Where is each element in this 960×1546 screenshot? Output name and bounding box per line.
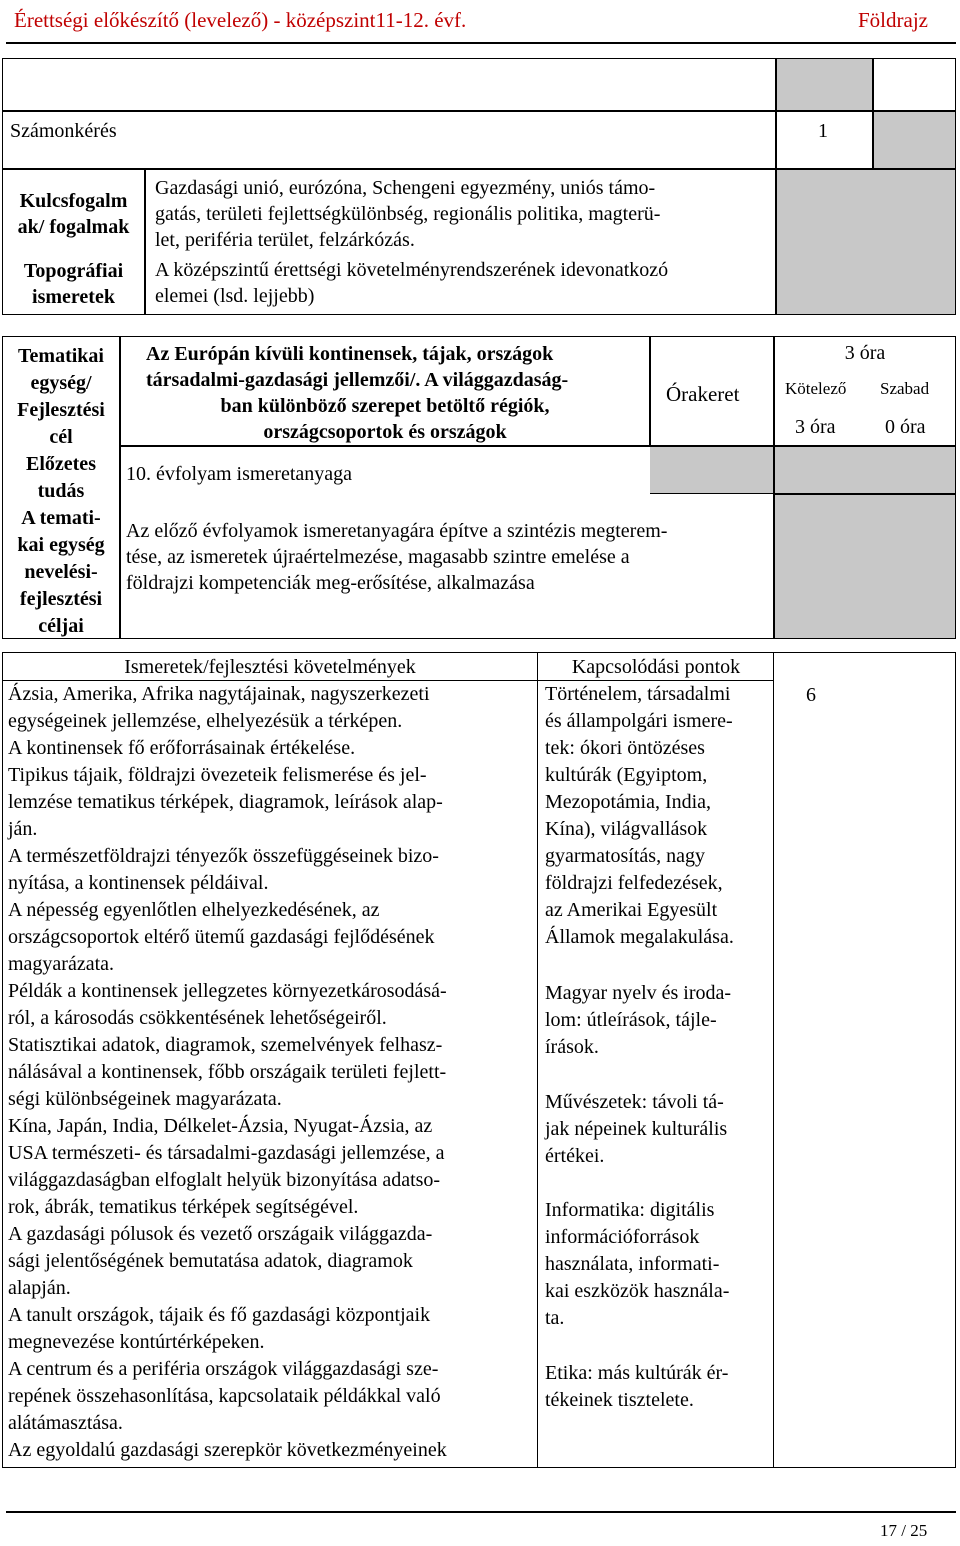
requirement-line: országcsoportok eltérő ütemű gazdasági fejlődésének (8, 926, 435, 948)
connection-line: Etika: más kultúrák ér- (545, 1362, 729, 1384)
unit-label: egység/ (30, 372, 92, 394)
connection-line: tek: ókori öntözéses (545, 737, 705, 759)
unit-label: fejlesztési (19, 588, 103, 610)
connection-line: Magyar nyelv és iroda- (545, 982, 732, 1004)
requirement-line: sági jelentőségének bemutatása adatok, diagramok (8, 1250, 413, 1272)
connection-line: ta. (545, 1307, 565, 1329)
requirement-line: A kontinensek fő erőforrásainak értékelése. (8, 737, 356, 759)
connection-line: használata, informati- (545, 1253, 720, 1275)
concepts-text-line-3: let, periféria terület, felzárkózás. (155, 229, 415, 251)
prior-knowledge: 10. évfolyam ismeretanyaga (126, 463, 353, 485)
requirement-line: nálásával a kontinensek, főbb országaik területi fejlett- (8, 1061, 447, 1083)
assessment-value: 1 (818, 120, 828, 142)
unit-label: Előzetes (26, 453, 96, 475)
requirement-line: repének összehasonlítása, kapcsolataik példákkal való (8, 1385, 441, 1407)
requirement-line: ján. (8, 818, 38, 840)
requirement-line: egységeinek jellemzése, elhelyezésük a térképen. (8, 710, 403, 732)
unit-title-line: Az Európán kívüli kontinensek, tájak, országok (146, 343, 554, 365)
requirement-line: magyarázata. (8, 953, 115, 975)
requirement-line: Ázsia, Amerika, Afrika nagytájainak, nagyszerkezeti (8, 683, 430, 705)
goals-line: tése, az ismeretek újraértelmezése, magasabb szintre emelése a (126, 546, 630, 568)
requirement-line: ségi különbségeinek magyarázata. (8, 1088, 282, 1110)
hours-total: 3 óra (844, 342, 886, 364)
connections-header: Kapcsolódási pontok (571, 656, 741, 678)
connection-line: lom: útleírások, tájle- (545, 1009, 717, 1031)
connection-line: Kína), világvallások (545, 818, 708, 840)
unit-label: tudás (37, 480, 85, 502)
topo-text-line-2: elemei (lsd. lejjebb) (155, 285, 315, 307)
unit-label: A temati- (21, 507, 101, 529)
requirement-line: A gazdasági pólusok és vezető országaik világgazda- (8, 1223, 433, 1245)
unit-title-line: társadalmi-gazdasági jellemzői/. A világgazdaság- (146, 369, 569, 391)
hours-value: 6 (806, 684, 816, 706)
requirement-line: Kína, Japán, India, Délkelet-Ázsia, Nyugat-Ázsia, az (8, 1115, 433, 1137)
goals-line: földrajzi kompetenciák meg-erősítése, alkalmazása (126, 572, 535, 594)
requirement-line: megnevezése kontúrtérképeken. (8, 1331, 265, 1353)
requirement-line: lemzése tematikus térképek, diagramok, leírások alap- (8, 791, 443, 813)
connection-line: Történelem, társadalmi (545, 683, 731, 705)
requirement-line: Statisztikai adatok, diagramok, szemelvények felhasz- (8, 1034, 443, 1056)
page-number: 17 / 25 (880, 1521, 928, 1540)
concepts-label-line-2: ak/ fogalmak (17, 216, 130, 238)
topo-text-line-1: A középszintű érettségi követelményrendszerének idevonatkozó (155, 259, 669, 281)
requirement-line: világgazdaságban elfoglalt helyük bizonyítása adatso- (8, 1169, 441, 1191)
connection-line: az Amerikai Egyesült (545, 899, 718, 921)
free-hours: 0 óra (885, 416, 926, 438)
requirement-line: ról, a károsodás csökkentésének lehetőségeiről. (8, 1007, 387, 1029)
requirement-line: alapján. (8, 1277, 71, 1299)
unit-label: cél (49, 426, 73, 448)
concepts-text-line-2: gatás, területi fejlettségkülönbség, regionális politika, magterü- (155, 203, 661, 225)
connection-line: Művészetek: távoli tá- (545, 1091, 724, 1113)
requirement-line: Tipikus tájaik, földrajzi övezeteik felismerése és jel- (8, 764, 427, 786)
mandatory-hours: 3 óra (795, 416, 836, 438)
requirement-line: A tanult országok, tájaik és fő gazdasági központjaik (8, 1304, 431, 1326)
header-title: Érettségi előkészítő (levelező) - középszint11-12. évf. (14, 8, 467, 32)
orakeret-label: Órakeret (666, 382, 740, 406)
unit-title-line: országcsoportok és országok (263, 421, 507, 443)
connection-line: jak népeinek kulturális (545, 1118, 728, 1140)
goals-line: Az előző évfolyamok ismeretanyagára építve a szintézis megterem- (126, 520, 668, 542)
concepts-text-line-1: Gazdasági unió, eurózóna, Schengeni egyezmény, uniós támo- (155, 177, 656, 199)
topo-label-line-1: Topográfiai (23, 260, 124, 282)
requirement-line: A centrum és a periféria országok világgazdasági sze- (8, 1358, 439, 1380)
unit-label: kai egység (17, 534, 105, 556)
requirement-line: alátámasztása. (8, 1412, 123, 1434)
connection-line: értékei. (545, 1145, 605, 1167)
connection-line: tékeinek tisztelete. (545, 1389, 694, 1411)
header-rule (6, 42, 956, 44)
connection-line: kai eszközök használa- (545, 1280, 730, 1302)
requirement-line: rok, ábrák, tematikus térképek segítségével. (8, 1196, 359, 1218)
free-label: Szabad (880, 379, 930, 398)
requirement-line: A népesség egyenlőtlen elhelyezkedésének, az (8, 899, 380, 921)
requirement-line: USA természeti- és társadalmi-gazdasági jellemzése, a (8, 1142, 445, 1164)
unit-label: céljai (38, 615, 84, 637)
connection-line: Informatika: digitális (545, 1199, 715, 1221)
assessment-label: Számonkérés (10, 120, 117, 142)
unit-label: Tematikai (18, 345, 104, 367)
unit-label: nevelési- (24, 561, 98, 583)
topo-label-line-2: ismeretek (32, 286, 115, 308)
mandatory-label: Kötelező (785, 379, 847, 398)
connection-line: gyarmatosítás, nagy (545, 845, 705, 867)
requirement-line: Példák a kontinensek jellegzetes környezetkárosodásá- (8, 980, 447, 1002)
requirement-line: nyítása, a kontinensek példáival. (8, 872, 269, 894)
requirement-line: A természetföldrajzi tényezők összefüggéseinek bizo- (8, 845, 439, 867)
unit-title-line: ban különböző szerepet betöltő régiók, (220, 395, 550, 417)
connection-line: Mezopotámia, India, (545, 791, 712, 813)
connection-line: földrajzi felfedezések, (545, 872, 723, 894)
footer-rule (6, 1511, 956, 1513)
unit-label: Fejlesztési (17, 399, 105, 421)
connection-line: információforrások (545, 1226, 700, 1248)
connection-line: kultúrák (Egyiptom, (545, 764, 708, 786)
requirements-header: Ismeretek/fejlesztési követelmények (124, 656, 416, 678)
connection-line: írások. (545, 1036, 599, 1058)
connection-line: Államok megalakulása. (545, 926, 734, 948)
header-subject: Földrajz (858, 8, 928, 32)
requirement-line: Az egyoldalú gazdasági szerepkör következményeinek (8, 1439, 447, 1461)
concepts-label-line-1: Kulcsfogalm (19, 190, 128, 212)
connection-line: és állampolgári ismere- (545, 710, 733, 732)
